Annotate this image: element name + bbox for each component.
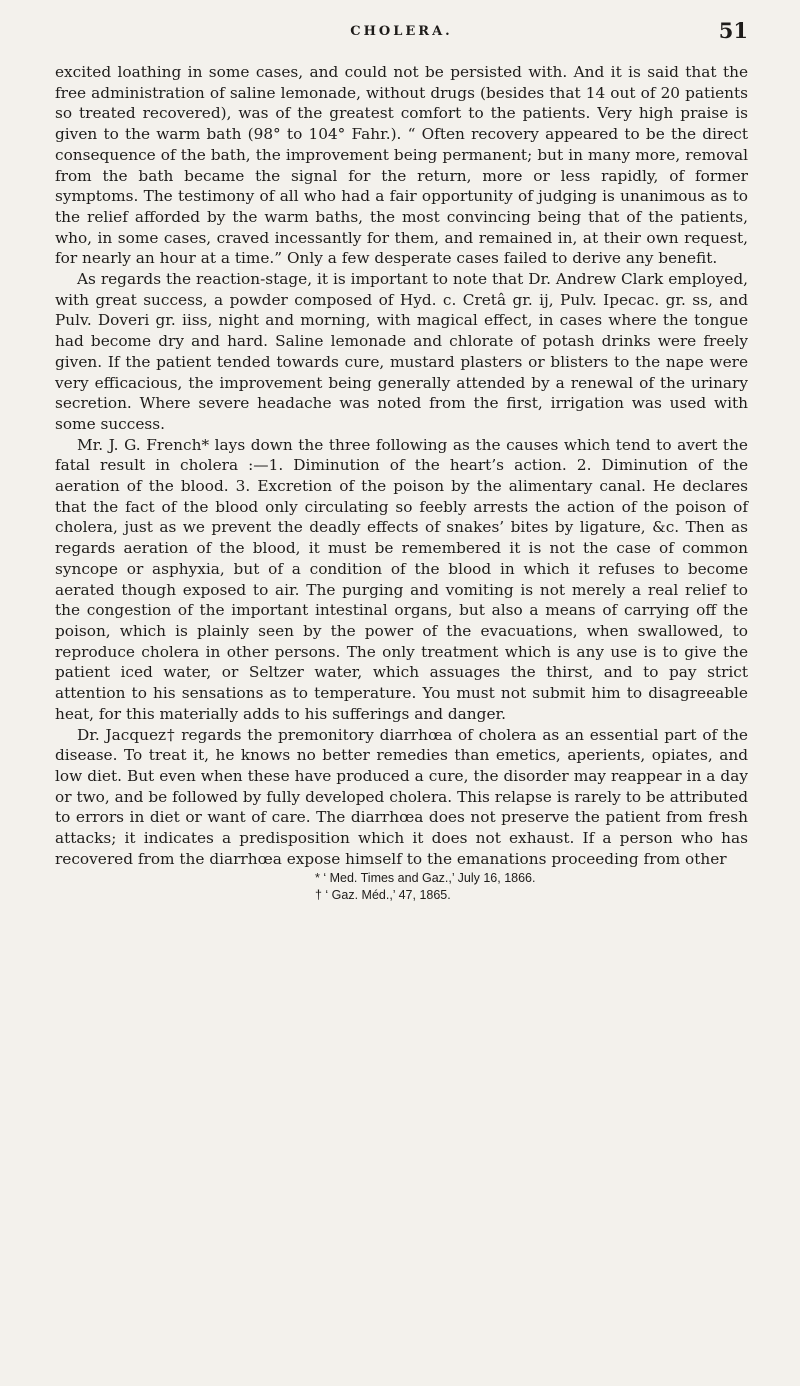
- page-number: 51: [718, 18, 748, 43]
- body-text: [55, 62, 748, 869]
- paragraph-jacquez: Dr. Jacquez† regards the premonitory diarrhœa of cholera as an essential part of the disease. To treat it, he knows no better remedies than emetics, aperients, opiates, and low diet. But even when these have produced a cure, the disorder may reappear in a day or two, and be followed by fully developed cholera. This relapse is rarely to be attributed to errors in diet or want of care. The diarrhœa does not preserve the patient from fresh attacks; it indicates a predisposition which it does not exhaust. If a person who has recovered from the diarrhœa expose himself to the emanations proceeding from other: [55, 725, 748, 868]
- footnotes: [55, 870, 748, 904]
- running-title: CHOLERA.: [350, 24, 453, 39]
- footnote-1: * ‘ Med. Times and Gaz.,’ July 16, 1866.: [315, 871, 536, 886]
- paragraph-reaction-stage: As regards the reaction-stage, it is important to note that Dr. Andrew Clark employed, with great success, a powder composed of Hyd. c. Cretâ gr. ij, Pulv. Ipecac. gr. ss, and Pulv. Doveri gr. iiss, night and morning, with magical effect, in cases where the tongue had become dry and hard. Saline lemonade and chlorate of potash drinks were freely given. If the patient tended towards cure, mustard plasters or blisters to the nape were very efficacious, the improvement being generally attended by a renewal of the urinary secretion. Where severe headache was noted from the first, irrigation was used with some success.: [55, 270, 748, 433]
- footnote-2: † ‘ Gaz. Méd.,’ 47, 1865.: [315, 888, 451, 903]
- paragraph-continued: excited loathing in some cases, and could not be persisted with. And it is said that the free administration of saline lemonade, without drugs (besides that 14 out of 20 patients so treated recovered), was of the greatest comfort to the patients. Very high praise is given to the warm bath (98° to 104° Fahr.). “ Often recovery appeared to be the direct consequence of the bath, the improvement being permanent; but in many more, removal from the bath became the signal for the return, more or less rapidly, of former symptoms. The testimony of all who had a fair opportunity of judging is unanimous as to the relief afforded by the warm baths, the most convincing being that of the patients, who, in some cases, craved incessantly for them, and remained in, at their own request, for nearly an hour at a time.” Only a few desperate cases failed to derive any benefit.: [55, 63, 748, 268]
- paragraph-french: Mr. J. G. French* lays down the three following as the causes which tend to avert the fatal result in cholera :—1. Diminution of the heart’s action. 2. Diminution of the aeration of the blood. 3. Excretion of the poison by the alimentary canal. He declares that the fact of the blood only circulating so feebly arrests the action of the poison of cholera, just as we prevent the deadly effects of snakes’ bites by ligature, &c. Then as regards aeration of the blood, it must be remembered it is not the case of common syncope or asphyxia, but of a condition of the blood in which it refuses to become aerated though exposed to air. The purging and vomiting is not merely a real relief to the congestion of the important intestinal organs, but also a means of carrying off the poison, which is plainly seen by the power of the evacuations, when swallowed, to reproduce cholera in other persons. The only treatment which is any use is to give the patient iced water, or Seltzer water, which assuages the thirst, and to pay strict attention to his sensations as to temperature. You must not submit him to disagreeable heat, for this materially adds to his sufferings and danger.: [55, 435, 748, 723]
- running-head: [55, 18, 748, 54]
